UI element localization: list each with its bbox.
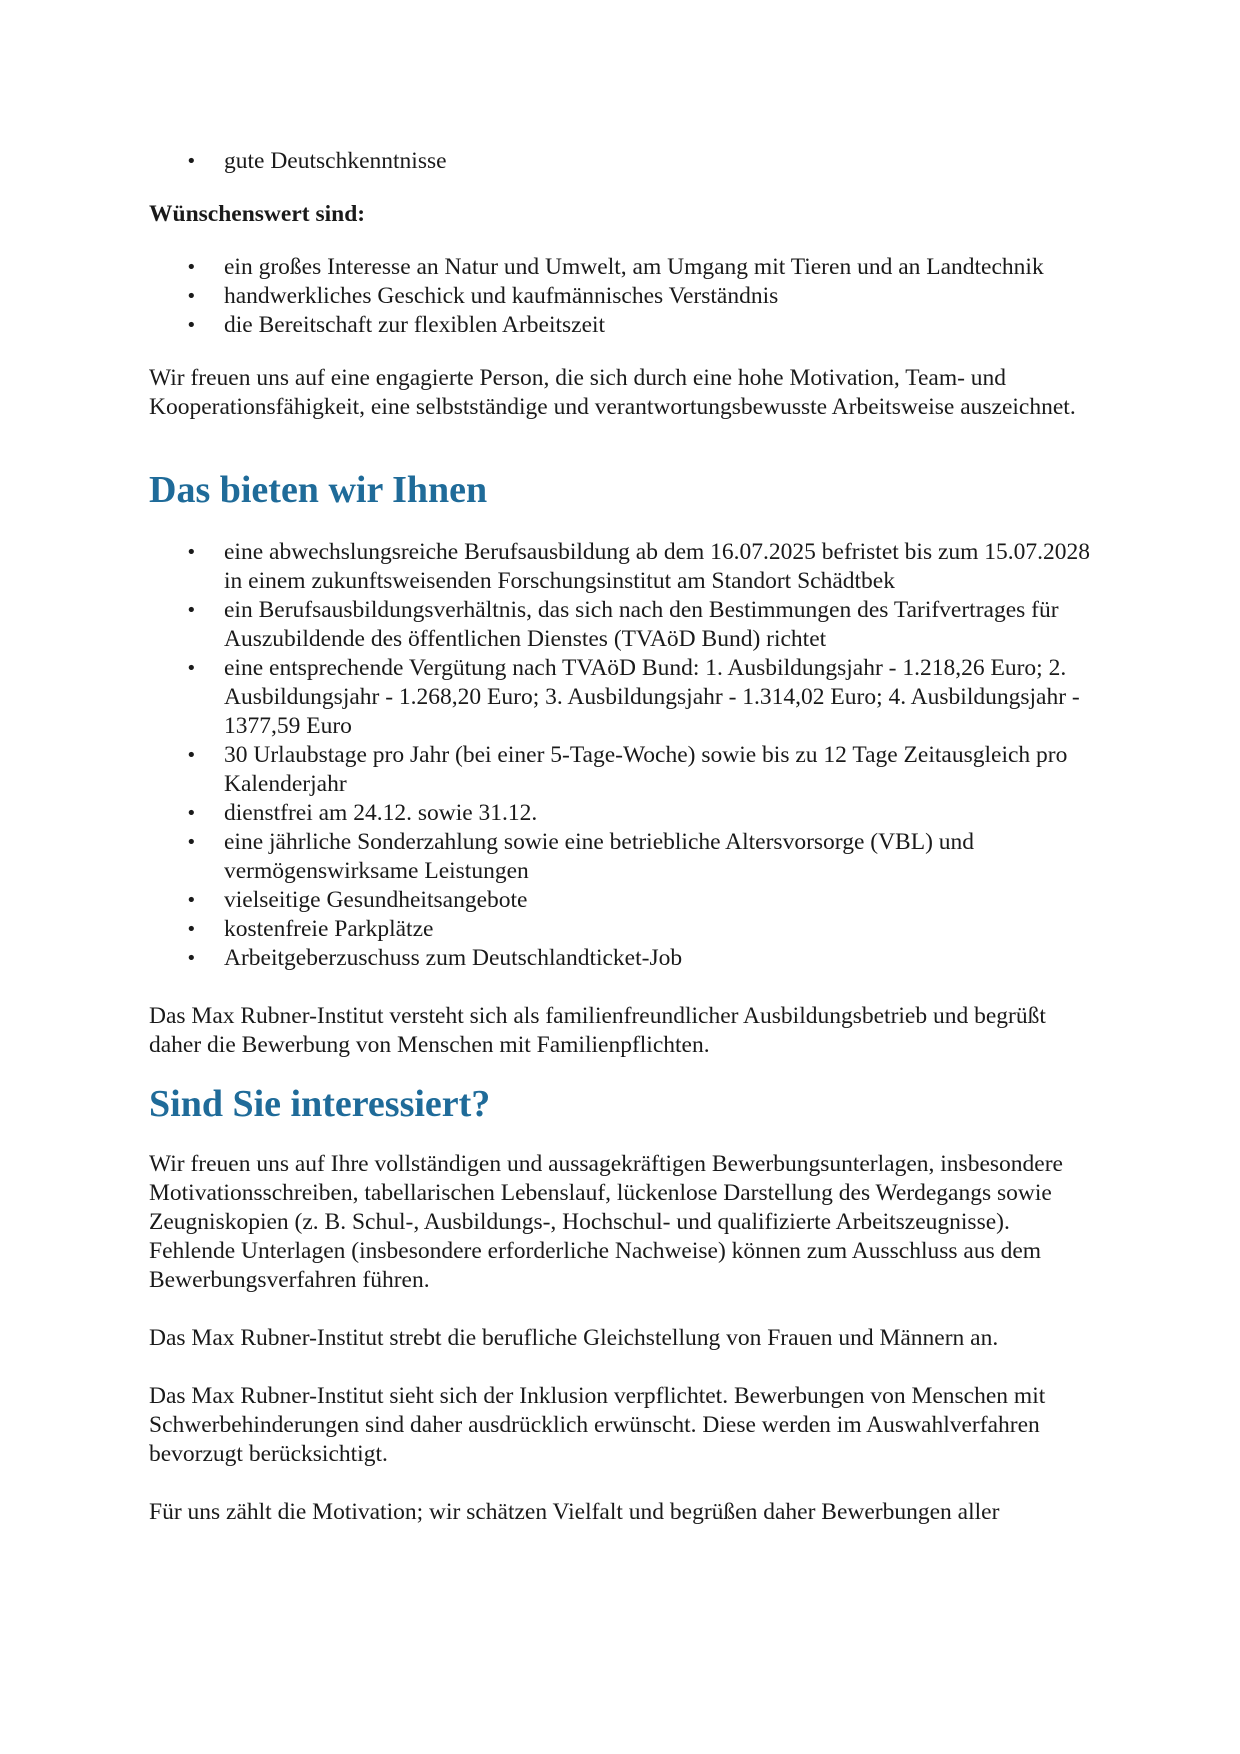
inclusion-paragraph: Das Max Rubner-Institut sieht sich der Inklusion verpflichtet. Bewerbungen von Menschen mit Schwerbehinderungen sind daher ausdrücklich erwünscht. Diese werden im Auswahlverfahren bevorzugt berücksichtigt.	[149, 1383, 1046, 1467]
equality-paragraph: Das Max Rubner-Institut strebt die berufliche Gleichstellung von Frauen und Männern an.	[149, 1325, 999, 1351]
requirements-list	[149, 147, 1099, 176]
diversity-paragraph: Für uns zählt die Motivation; wir schätzen Vielfalt und begrüßen daher Bewerbungen aller	[149, 1499, 1000, 1525]
desirable-list	[149, 253, 1099, 340]
list-item: • eine entsprechende Vergütung nach TVAöD Bund: 1. Ausbildungsjahr - 1.218,26 Euro; 2. Ausbildungsjahr - 1.268,20 Euro; 3. Ausbildungsjahr - 1.314,02 Euro; 4. Ausbildungsjahr - 1377,59 Euro	[149, 654, 1099, 741]
list-item: • eine jährliche Sonderzahlung sowie eine betriebliche Altersvorsorge (VBL) und vermögenswirksame Leistungen	[149, 828, 1099, 886]
list-item: • ein Berufsausbildungsverhältnis, das sich nach den Bestimmungen des Tarifvertrages für Auszubildende des öffentlichen Dienstes (TVAöD Bund) richtet	[149, 596, 1099, 654]
list-item: • vielseitige Gesundheitsangebote	[149, 886, 1099, 915]
desirable-heading: Wünschenswert sind:	[149, 201, 366, 227]
family-paragraph: Das Max Rubner-Institut versteht sich als familienfreundlicher Ausbildungsbetrieb und begrüßt daher die Bewerbung von Menschen mit Familienpflichten.	[149, 1003, 1046, 1058]
list-item: • dienstfrei am 24.12. sowie 31.12.	[149, 799, 1099, 828]
list-item: • ein großes Interesse an Natur und Umwelt, am Umgang mit Tieren und an Landtechnik	[149, 253, 1099, 282]
list-item: • gute Deutschkenntnisse	[149, 147, 1099, 176]
page-content	[149, 147, 1099, 1527]
list-item: • 30 Urlaubstage pro Jahr (bei einer 5-Tage-Woche) sowie bis zu 12 Tage Zeitausgleich pro Kalenderjahr	[149, 741, 1099, 799]
list-item: • eine abwechslungsreiche Berufsausbildung ab dem 16.07.2025 befristet bis zum 15.07.2028 in einem zukunftsweisenden Forschungsinstitut am Standort Schädtbek	[149, 538, 1099, 596]
list-item: • die Bereitschaft zur flexiblen Arbeitszeit	[149, 311, 1099, 340]
application-paragraph: Wir freuen uns auf Ihre vollständigen und aussagekräftigen Bewerbungsunterlagen, insbesondere Motivationsschreiben, tabellarischen Lebenslauf, lückenlose Darstellung des Werdegangs sowie Zeugniskopien (z. B. Schul-, Ausbildungs-, Hochschul- und qualifizierte Arbeitszeugnisse). Fehlende Unterlagen (insbesondere erforderliche Nachweise) können zum Ausschluss aus dem Bewerbungsverfahren führen.	[149, 1151, 1063, 1293]
offer-heading: Das bieten wir Ihnen	[149, 469, 488, 511]
list-item: • kostenfreie Parkplätze	[149, 915, 1099, 944]
motivation-paragraph: Wir freuen uns auf eine engagierte Person, die sich durch eine hohe Motivation, Team- und Kooperationsfähigkeit, eine selbstständige und verantwortungsbewusste Arbeitsweise auszeichnet.	[149, 365, 1076, 420]
list-item: • handwerkliches Geschick und kaufmännisches Verständnis	[149, 282, 1099, 311]
offer-list	[149, 538, 1099, 973]
interest-heading: Sind Sie interessiert?	[149, 1083, 491, 1125]
list-item: • Arbeitgeberzuschuss zum Deutschlandticket-Job	[149, 944, 1099, 973]
